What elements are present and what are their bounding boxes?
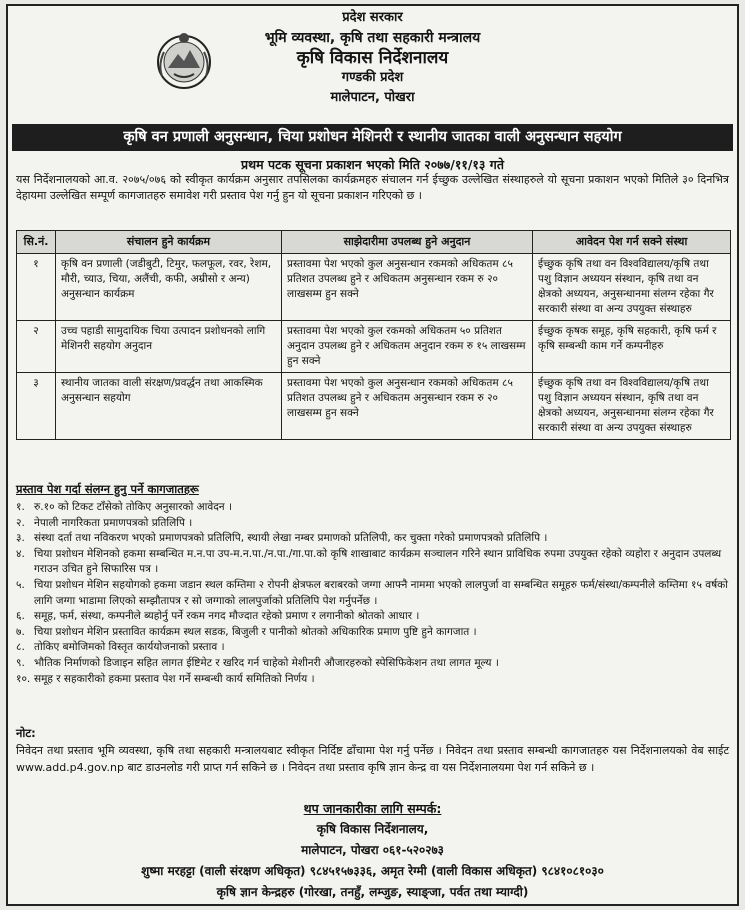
contact-office: कृषि विकास निर्देशनालय,	[316, 822, 429, 836]
table-header-row	[17, 231, 731, 254]
letterhead	[8, 8, 737, 108]
documents-list	[16, 500, 729, 687]
item-number: ६.	[16, 610, 25, 623]
item-text: समूह, फर्म, संस्था, कम्पनीले ब्यहोर्नु पर्ने रकम नगद मौज्दात रहेको प्रमाण र लगानीको श्रोतको आधार ।	[34, 610, 420, 623]
list-item	[16, 500, 729, 516]
row-program: कृषि वन प्रणाली (जडीबुटी, टिमुर, फलफूल, रवर, रेशम, मौरी, च्याउ, चिया, अलैंची, कफी, अम्रीसो र अन्य) अनुसन्धान कार्यक्रम	[56, 254, 282, 321]
directorate-title: कृषि विकास निर्देशनालय	[296, 48, 449, 68]
intro-paragraph: यस निर्देशनालयको आ.व. २०७५/०७६ को स्वीकृत कार्यक्रम अनुसार तपसिलका कार्यक्रमहरु संचालन गर्न ईच्छुक उल्लेखित संस्थाहरुले यो सूचना प्रकाशन भएको मितिले ३० दिनभित्र देहायमा उल्लेखित सम्पूर्ण कागजातहरु समावेश गरी प्रस्ताव पेश गर्नु हुन यो सूचना प्रकाशन गरिएको छ ।	[16, 173, 729, 202]
notice-banner: कृषि वन प्रणाली अनुसन्धान, चिया प्रशोधन मेशिनरी र स्थानीय जातका वाली अनुसन्धान सहयोग	[12, 124, 733, 151]
ministry-title: भूमि व्यवस्था, कृषि तथा सहकारी मन्त्रालय	[264, 30, 481, 46]
item-number: ४.	[16, 547, 25, 560]
note-heading: नोट:	[16, 726, 36, 740]
row-eligible: ईच्छुक कृषक समूह, कृषि सहकारी, कृषि फर्म र कृषि सम्बन्धी काम गर्ने कम्पनीहरु	[533, 321, 731, 373]
item-text: चिया प्रशोधन मेशिन प्रस्तावित कार्यक्रम स्थल सडक, बिजुली र पानीको श्रोतको अधिकारिक प्रमाण पुष्टि हुने कागजात ।	[34, 625, 477, 638]
col-header-sn: सि.नं.	[17, 231, 56, 254]
list-item	[16, 547, 729, 578]
city-title: मालेपाटन, पोखरा	[330, 90, 415, 105]
list-item	[16, 578, 729, 609]
row-grant: प्रस्तावमा पेश भएको कुल अनुसन्धान रकमको अधिकतम ८५ प्रतिशत उपलब्ध हुने र अधिकतम अनुसन्धान रकम रु २० लाखसम्म हुन सक्ने	[282, 373, 533, 440]
col-header-grant: साझेदारीमा उपलब्ध हुने अनुदान	[282, 231, 533, 254]
item-number: २.	[16, 516, 25, 529]
row-program: स्थानीय जातका वाली संरक्षण/प्रवर्द्धन तथा आकस्मिक अनुसन्धान सहयोग	[56, 373, 282, 440]
item-text: चिया प्रशोधन मेशिन सहयोगको हकमा जडान स्थल कम्तिमा २ रोपनी क्षेत्रफल बराबरको जग्गा आफ्नै नाममा भएको लालपुर्जा वा सम्बन्धित समूहरु फर्म/संस्था/कम्पनीले कम्तिमा १५ वर्षको लागि जग्गा भाडामा लिएको सम्झौतापत्र र सो जग्गाको लालपुर्जाको प्रतिलिपि पेश गर्नुपर्नेछ ।	[34, 578, 728, 607]
row-grant: प्रस्तावमा पेश भएको कुल रकमको अधिकतम ५० प्रतिशत अनुदान उपलब्ध हुने र अधिकतम अनुदान रकम रु १५ लाखसम्म हुन सक्ने	[282, 321, 533, 373]
row-grant: प्रस्तावमा पेश भएको कुल अनुसन्धान रकमको अधिकतम ८५ प्रतिशत उपलब्ध हुने र अधिकतम अनुसन्धान रकम रु २० लाखसम्म हुन सक्ने	[282, 254, 533, 321]
item-number: १०.	[16, 672, 31, 685]
item-text: नेपाली नागरिकता प्रमाणपत्रको प्रतिलिपि ।	[34, 516, 193, 529]
row-sn: १	[17, 254, 56, 321]
contact-persons: शुष्मा मरहट्टा (वाली संरक्षण अधिकृत) ९८४५१५७३३६, अमृत रेग्मी (वाली विकास अधिकृत) ९८४१०८१०३०	[141, 864, 604, 878]
region-title: गण्डकी प्रदेश	[341, 70, 404, 85]
item-text: रु.१० को टिकट टाँसेको तोकिए अनुसारको आवेदन ।	[34, 501, 232, 513]
documents-heading: प्रस्ताव पेश गर्दा संलग्न हुनु पर्ने कागजातहरू	[16, 482, 199, 496]
item-text: भौतिक निर्माणको डिजाइन सहित लागत ईष्टिमेट र खरिद गर्न चाहेको मेशीनरी औजारहरुको स्पेसिफिकेशन तथा लागत मूल्य ।	[34, 656, 499, 669]
list-item	[16, 640, 729, 656]
item-number: ९.	[16, 656, 25, 669]
contact-address: मालेपाटन, पोखरा ०६१-५२०२७३	[301, 843, 444, 857]
item-number: ८.	[16, 641, 25, 654]
row-sn: २	[17, 321, 56, 373]
table-row	[17, 321, 731, 373]
row-sn: ३	[17, 373, 56, 440]
row-program: उच्च पहाडी सामुदायिक चिया उत्पादन प्रशोधनको लागि मेशिनरी सहयोग अनुदान	[56, 321, 282, 373]
item-text: संस्था दर्ता तथा नविकरण भएको प्रमाणपत्रको प्रतिलिपि, स्थायी लेखा नम्बर प्रमाणको प्रतिलिपी, कर चुक्ता गरेको प्रमाणपत्रको प्रतिलिपि ।	[34, 532, 548, 545]
row-eligible: ईच्छुक कृषि तथा वन विश्वविद्यालय/कृषि तथा पशु विज्ञान अध्ययन संस्थान, कृषि तथा वन क्षेत्रको अध्ययन, अनुसन्धानमा संलग्न रहेका गैर सरकारी संस्था वा अन्य उपयुक्त संस्थाहरु	[533, 254, 731, 321]
contact-block	[8, 798, 737, 903]
row-eligible: ईच्छुक कृषि तथा वन विश्वविद्यालय/कृषि तथा पशु विज्ञान अध्ययन संस्थान, कृषि तथा वन क्षेत्रको अध्ययन, अनुसन्धानमा संलग्न रहेका गैर सरकारी संस्था वा अन्य उपयुक्त संस्थाहरु	[533, 373, 731, 440]
list-item	[16, 609, 729, 625]
item-number: १.	[16, 501, 25, 513]
note-paragraph: निवेदन तथा प्रस्ताव भूमि व्यवस्था, कृषि तथा सहकारी मन्त्रालयबाट स्वीकृत निर्दिष्ट ढाँचामा पेश गर्नु पर्नेछ । निवेदन तथा प्रस्ताव सम्बन्धी कागजातहरु यस निर्देशनालयको वेब साईट www.add.p4.gov.np बाट डाउनलोड गरी प्राप्त गर्न सकिने छ । निवेदन तथा प्रस्ताव कृषि ज्ञान केन्द्र वा यस निर्देशनालयमा पेश गर्न सकिने छ ।	[16, 744, 729, 774]
publication-date: प्रथम पटक सूचना प्रकाशन भएको मिति २०७७/११/१३ गते	[241, 157, 504, 172]
table-row	[17, 254, 731, 321]
notice-page	[6, 4, 739, 906]
list-item	[16, 625, 729, 641]
contact-heading: थप जानकारीका लागि सम्पर्क:	[303, 801, 442, 816]
item-text: चिया प्रशोधन मेशिनको हकमा सम्बन्धित म.न.पा उप-म.न.पा./न.पा./गा.पा.को कृषि शाखाबाट कार्यक्रम सञ्चालन गरिने स्थान प्राविधिक रुपमा उपयुक्त रहेको व्यहोरा र अनुदान उपलब्ध गराउन उचित हुने सिफारिस पत्र ।	[34, 547, 722, 576]
item-number: ५.	[16, 578, 25, 591]
list-item	[16, 656, 729, 672]
item-text: तोकिए बमोजिमको विस्तृत कार्ययोजनाको प्रस्ताव ।	[34, 641, 225, 654]
table-row	[17, 373, 731, 440]
item-text: समूह र सहकारीको हकमा प्रस्ताव पेश गर्ने सम्बन्धी कार्य समितिको निर्णय ।	[34, 672, 315, 685]
program-table	[16, 230, 731, 440]
contact-centers: कृषि ज्ञान केन्द्रहरु (गोरखा, तनहुँ, लम्जुङ, स्याङ्जा, पर्वत तथा म्याग्दी)	[216, 885, 529, 899]
list-item	[16, 531, 729, 547]
list-item	[16, 672, 729, 688]
item-number: ७.	[16, 625, 25, 638]
col-header-program: संचालन हुने कार्यक्रम	[56, 231, 282, 254]
item-number: ३.	[16, 532, 25, 545]
col-header-eligible: आवेदन पेश गर्न सक्ने संस्था	[533, 231, 731, 254]
list-item	[16, 516, 729, 532]
province-title: प्रदेश सरकार	[342, 10, 403, 25]
